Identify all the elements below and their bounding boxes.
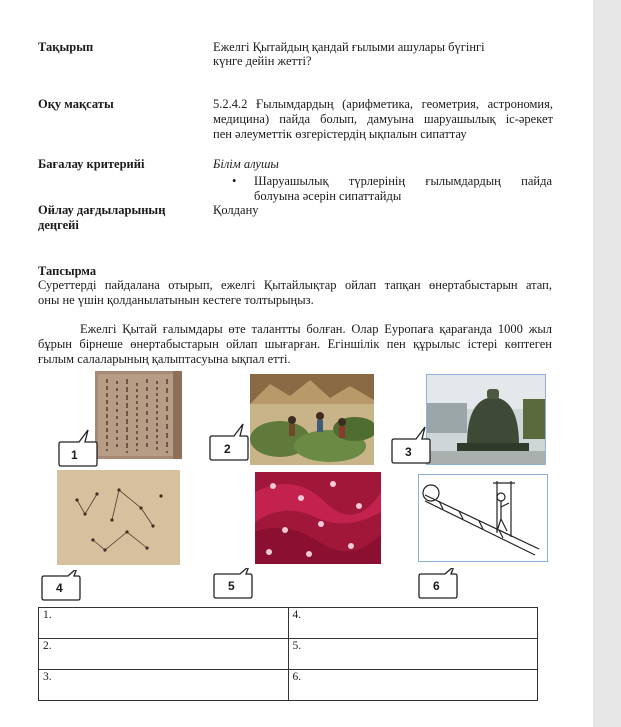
table-row [39,608,538,639]
tea-farmers-painting-icon [250,374,374,465]
callout-2 [206,420,254,464]
table-row [39,639,538,670]
star-chart-icon [57,470,180,565]
criteria-line-2: болуына әсерін сипаттайды [254,189,402,203]
topic-line-2: күнге дейін жетті? [213,54,312,68]
image-5 [255,472,381,564]
irrigation-water-lift-icon [419,475,547,561]
callout-3-number: 3 [405,445,412,459]
topic-label: Тақырып [38,40,94,54]
image-2 [250,374,374,465]
objective-label: Оқу мақсаты [38,97,114,111]
topic-line-1: Ежелгі Қытайдың қандай ғылыми ашулары бүгінгі [213,40,485,54]
callout-4 [38,570,86,604]
answer-table [38,607,538,701]
callout-5 [210,568,258,602]
image-1 [95,371,182,459]
objective-line-1: 5.2.4.2 Ғылымдардың (арифметика, геометрия, астрономия, [213,97,553,111]
answer-cell-3[interactable]: 3. [39,670,289,701]
image-6 [418,474,548,562]
image-3 [426,374,546,465]
callout-4-number: 4 [56,581,63,595]
criteria-bullet: • [232,174,237,188]
callout-6 [415,568,463,602]
criteria-intro: Білім алушы [213,157,279,171]
thinking-label-1: Ойлау дағдыларының [38,203,166,217]
answer-cell-4[interactable]: 4. [288,608,538,639]
answer-cell-6[interactable]: 6. [288,670,538,701]
callout-2-number: 2 [224,442,231,456]
paragraph-line-2: бұрын бірнеше өнертабыстарын ойлап шығарған. Егіншілік пен құрылыс істері көптеген [38,337,552,351]
objective-line-3: пен әлеуметтік өзгерістердің ықпалын сипаттау [213,127,467,141]
table-row [39,670,538,701]
callout-1 [55,426,103,470]
bamboo-slip-document-icon [95,371,182,459]
paragraph-line-3: ғылым салаларының қалыптасуына ықпал етті. [38,352,291,366]
image-4 [57,470,180,565]
criteria-label: Бағалау критерийі [38,157,145,171]
objective-line-2: медицина) пайда болып, дамуына шаруашылық іс-әрекет [213,112,553,126]
thinking-value: Қолдану [213,203,259,217]
answer-cell-5[interactable]: 5. [288,639,538,670]
callout-1-number: 1 [71,448,78,462]
viewer-side-panel [593,0,621,727]
callout-6-number: 6 [433,579,440,593]
thinking-label-2: деңгейі [38,218,79,232]
seismoscope-bronze-icon [427,375,545,464]
callout-3 [388,423,436,467]
task-line-1: Суреттерді пайдалана отырып, ежелгі Қытайлықтар ойлап тапқан өнертабыстарын атап, [38,278,552,292]
callout-5-number: 5 [228,579,235,593]
silk-fabric-icon [255,472,381,564]
answer-cell-1[interactable]: 1. [39,608,289,639]
task-line-2: оны не үшін қолданылатынын кестеге толтырыңыз. [38,293,314,307]
task-heading: Тапсырма [38,264,97,278]
answer-cell-2[interactable]: 2. [39,639,289,670]
criteria-line-1: Шаруашылық түрлерінің ғылымдардың пайда [254,174,552,188]
paragraph-line-1: Ежелгі Қытай ғалымдары өте талантты болған. Олар Еуропаға қарағанда 1000 жыл [80,322,552,336]
